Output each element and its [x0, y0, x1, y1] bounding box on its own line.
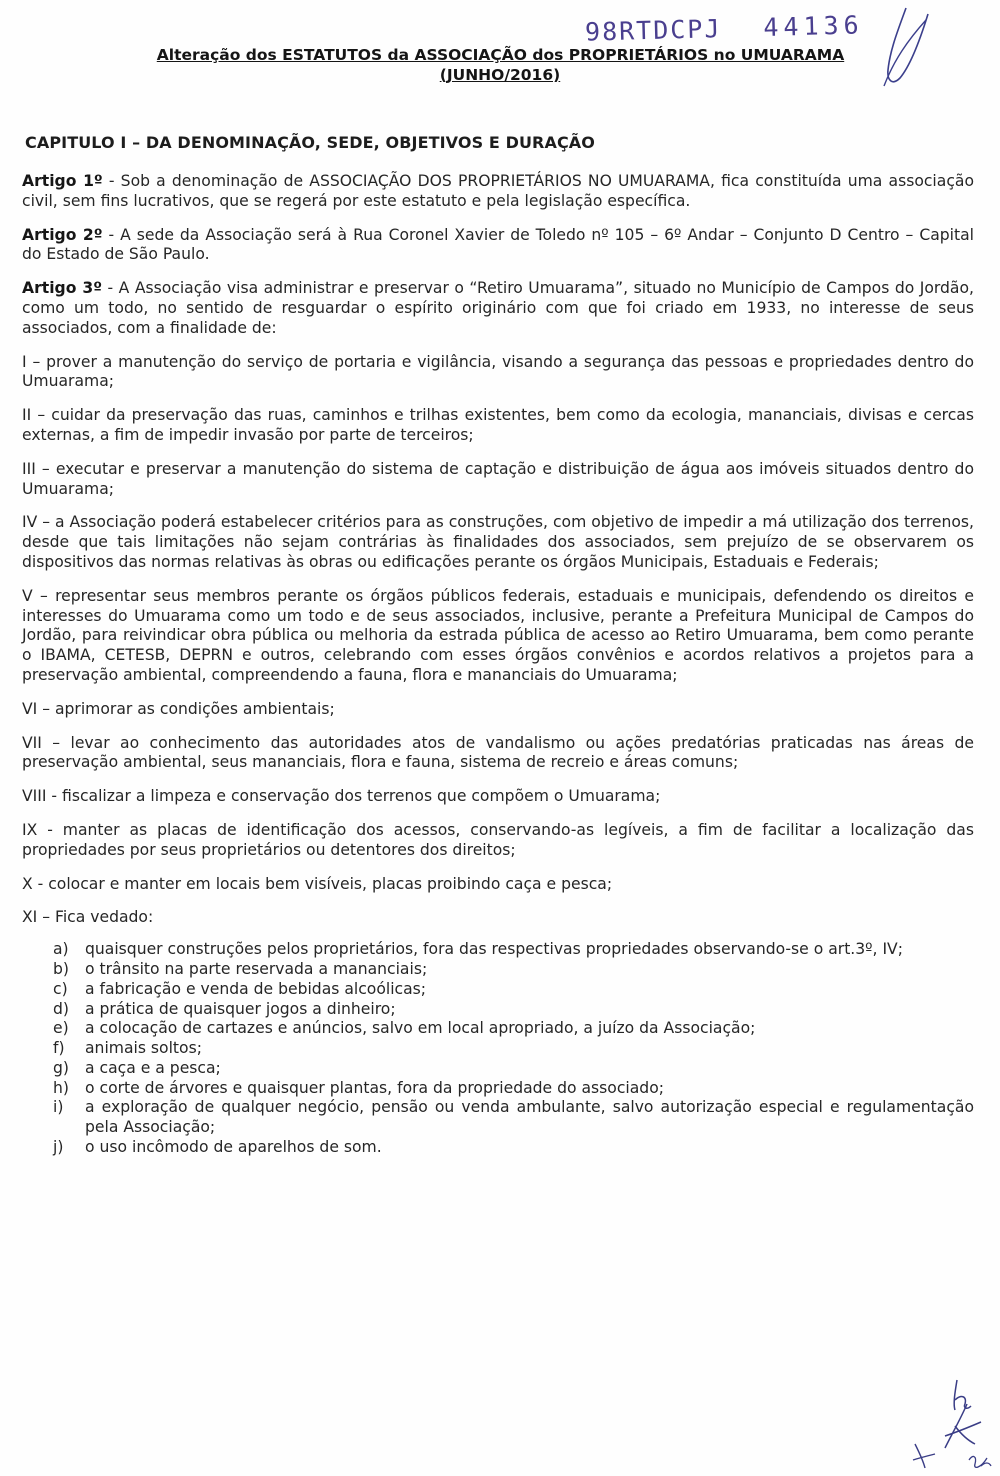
list-letter: e) — [53, 1019, 69, 1038]
item-ix: IX - manter as placas de identificação dos acessos, conservando-as legíveis, a fim de facilitar a localização das propriedades por seus proprietários ou detentores dos direitos; — [22, 820, 974, 859]
list-text: a prática de quaisquer jogos a dinheiro; — [85, 999, 396, 1018]
list-text: animais soltos; — [85, 1039, 202, 1058]
list-text: quaisquer construções pelos proprietários, fora das respectivas propriedades observando-se o art.3º, IV; — [85, 940, 903, 959]
article-3 — [22, 279, 974, 338]
article-text: - A Associação visa administrar e preservar o “Retiro Umuarama”, situado no Município de Campos do Jordão, como um todo, no sentido de resguardar o espírito originário com que foi criado em 1933, no interesse de seus associados, com a finalidade de: — [22, 279, 974, 337]
list-letter: h) — [53, 1078, 69, 1097]
list-text: o uso incômodo de aparelhos de som. — [85, 1138, 382, 1157]
list-letter: c) — [53, 979, 68, 998]
article-text: - Sob a denominação de ASSOCIAÇÃO DOS PROPRIETÁRIOS NO UMUARAMA, fica constituída uma associação civil, sem fins lucrativos, que se regerá por este estatuto e pela legislação específica. — [22, 172, 974, 210]
document-title — [0, 46, 1000, 84]
article-label: Artigo 3º — [22, 279, 103, 298]
article-1 — [22, 172, 974, 212]
list-item — [22, 940, 974, 960]
item-vi: VI – aprimorar as condições ambientais; — [22, 699, 335, 718]
list-item — [22, 980, 974, 1000]
registry-stamp — [585, 10, 864, 46]
list-letter: f) — [53, 1039, 65, 1058]
list-text: a caça e a pesca; — [85, 1058, 221, 1077]
prohibitions-list — [22, 940, 974, 1158]
article-2 — [22, 226, 974, 266]
stamp-number: 44136 — [763, 10, 865, 42]
item-x: X - colocar e manter em locais bem visíveis, placas proibindo caça e pesca; — [22, 874, 613, 893]
list-letter: d) — [53, 999, 69, 1018]
item-v: V – representar seus membros perante os órgãos públicos federais, estaduais e municipais, defendendo os direitos e interesses do Umuarama como um todo e de seus associados, inclusive, perante a Prefeitura Municipal de Campos do Jordão, para reivindicar obra pública ou melhoria da estrada pública de acesso ao Retiro Umuarama, bem como perante o IBAMA, CETESB, DEPRN e outros, celebrando com esses órgãos convênios e acordos relativos a projetos para a preservação ambiental, compreendendo a fauna, flora e mananciais do Umuarama; — [22, 586, 974, 684]
item-vii: VII – levar ao conhecimento das autoridades atos de vandalismo ou ações predatórias praticadas nas áreas de preservação ambiental, seus mananciais, flora e fauna, sistema de recreio e áreas comuns; — [22, 733, 974, 772]
title-line-1: Alteração dos ESTATUTOS da ASSOCIAÇÃO dos PROPRIETÁRIOS no UMUARAMA — [156, 46, 845, 64]
list-item — [22, 1098, 974, 1138]
title-line-2: (JUNHO/2016) — [439, 66, 561, 84]
list-text: a colocação de cartazes e anúncios, salvo em local apropriado, a juízo da Associação; — [85, 1019, 756, 1038]
list-item — [22, 1079, 974, 1099]
item-iii: III – executar e preservar a manutenção do sistema de captação e distribuição de água aos imóveis situados dentro do Umuarama; — [22, 459, 974, 498]
list-text: o trânsito na parte reservada a mananciais; — [85, 959, 428, 978]
list-letter: j) — [53, 1138, 64, 1157]
item-xi: XI – Fica vedado: — [22, 908, 154, 927]
item-viii: VIII - fiscalizar a limpeza e conservação dos terrenos que compõem o Umuarama; — [22, 787, 661, 806]
chapter-heading: CAPITULO I – DA DENOMINAÇÃO, SEDE, OBJETIVOS E DURAÇÃO — [25, 133, 595, 152]
list-item — [22, 1138, 974, 1158]
article-label: Artigo 1º — [22, 172, 103, 190]
list-text: a fabricação e venda de bebidas alcoólicas; — [85, 979, 427, 998]
list-letter: g) — [53, 1058, 69, 1077]
stamp-registry: 98RTDCPJ — [584, 14, 722, 47]
list-text: a exploração de qualquer negócio, pensão ou venda ambulante, salvo autorização especial e regulamentação pela Associação; — [85, 1098, 974, 1137]
initials-signature-bottom — [905, 1370, 1000, 1476]
article-label: Artigo 2º — [22, 225, 103, 244]
list-item — [22, 1039, 974, 1059]
list-letter: b) — [53, 959, 69, 978]
article-text: - A sede da Associação será à Rua Coronel Xavier de Toledo nº 105 – 6º Andar – Conjunto D Centro – Capital do Estado de São Paulo. — [22, 225, 974, 264]
document-body — [22, 172, 974, 1158]
item-iv: IV – a Associação poderá estabelecer critérios para as construções, com objetivo de impedir a má utilização dos terrenos, desde que tais limitações não sejam contrárias às finalidades dos associados, sem prejuízo de se observarem os dispositivos das normas relativas às obras ou edificações perante os órgãos Municipais, Estaduais e Federais; — [22, 513, 974, 571]
list-item — [22, 1000, 974, 1020]
item-i: I – prover a manutenção do serviço de portaria e vigilância, visando a segurança das pessoas e propriedades dentro do Umuarama; — [22, 352, 974, 391]
list-letter: a) — [53, 940, 69, 959]
list-item — [22, 1059, 974, 1079]
list-item — [22, 1019, 974, 1039]
list-text: o corte de árvores e quaisquer plantas, fora da propriedade do associado; — [85, 1078, 664, 1097]
list-item — [22, 960, 974, 980]
item-ii: II – cuidar da preservação das ruas, caminhos e trilhas existentes, bem como da ecologia, mananciais, divisas e cercas externas, a fim de impedir invasão por parte de terceiros; — [22, 406, 974, 444]
list-letter: i) — [53, 1098, 64, 1117]
